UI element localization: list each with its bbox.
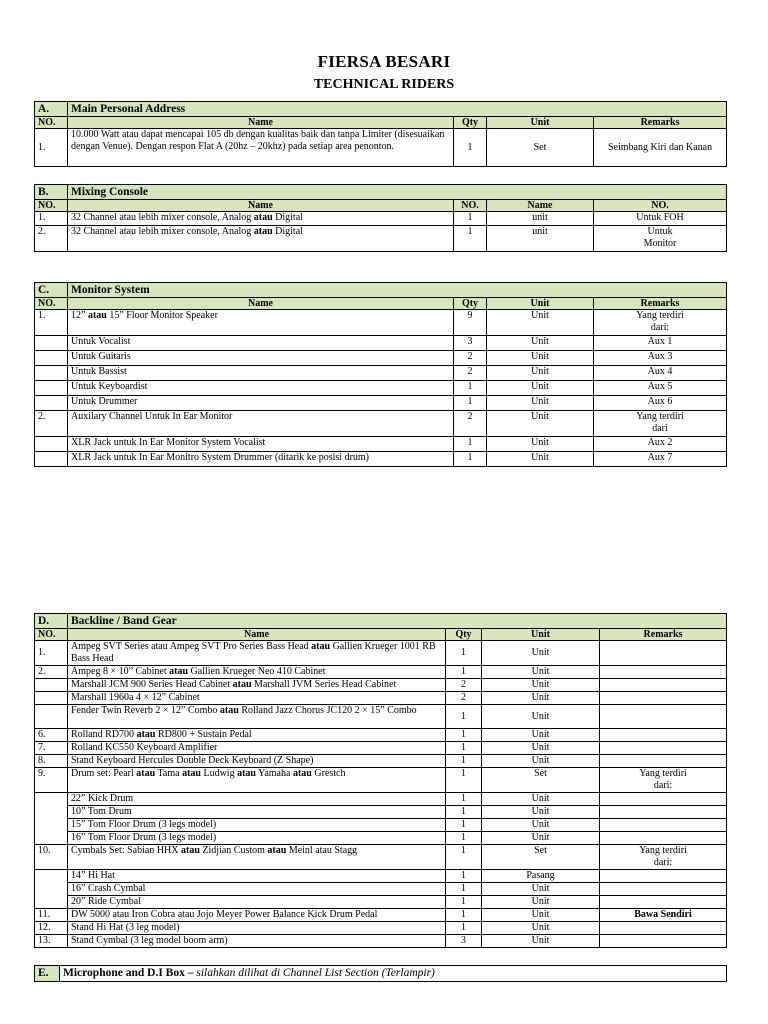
row-name: XLR Jack untuk In Ear Monitor System Vocalist [68,437,454,452]
row-name: Stand Hi Hat (3 leg model) [68,922,446,935]
row-name: 22” Kick Drum [68,793,446,806]
row-name: Stand Keyboard Hercules Double Deck Keyboard (Z Shape) [68,755,446,768]
row-unit: Unit [482,679,600,692]
column-headers [35,629,727,641]
table-row [35,922,727,935]
row-no: 1. [35,129,68,167]
row-qty: 1 [454,212,487,226]
name-bold: atau [136,729,156,740]
section-letter: C. [35,283,68,298]
list-item [35,806,727,819]
name-bold: atau [253,226,273,237]
row-qty: 1 [446,806,482,819]
name-text: Drum set: Pearl [71,768,137,779]
section-letter: A. [35,102,68,117]
row-remarks: Yang terdiri dari: [594,310,727,336]
list-item [35,396,727,411]
section-letter: B. [35,185,68,200]
row-remarks: Aux 7 [594,452,727,467]
row-unit: Unit [487,452,594,467]
name-text: Ludwig [200,768,238,779]
table-row [35,641,727,666]
row-no [35,437,68,452]
col-remarks: Remarks [594,117,727,129]
name-text: Ampeg 8 × 10” Cabinet [71,666,170,677]
table-row [35,310,727,336]
name-text: Ampeg SVT Series atau Ampeg SVT Pro Series Bass Head [71,641,312,652]
name-bold: atau [219,705,239,716]
row-unit: Unit [482,705,600,729]
list-item [35,896,727,909]
table-row [35,679,727,692]
row-name [68,679,446,692]
row-qty: 1 [446,705,482,729]
row-no: 10. [35,845,68,870]
row-no [35,806,68,819]
row-name: 10.000 Watt atau dapat mencapai 105 db dengan kualitas baik dan tanpa Limiter (disesuaikan dengan Venue). Dengan respon Flat A (20hz – 20khz) pada setiap area penonton. [68,129,454,167]
row-qty: 1 [454,381,487,396]
table-row [35,768,727,793]
name-text: 32 Channel atau lebih mixer console, Analog [71,226,254,237]
table-row [35,226,727,252]
row-remarks [600,922,727,935]
row-name: Rolland KC550 Keyboard Amplifier [68,742,446,755]
row-remarks [600,793,727,806]
section-letter: E. [35,966,60,982]
col-qty: Qty [454,117,487,129]
col-no: NO. [35,298,68,310]
row-name: Untuk Vocalist [68,336,454,351]
row-qty: 2 [454,366,487,381]
list-item [35,832,727,845]
row-qty: 2 [454,351,487,366]
row-name: Auxilary Channel Untuk In Ear Monitor [68,411,454,437]
row-no: 2. [35,411,68,437]
row-unit: Unit [482,935,600,948]
row-name [68,729,446,742]
row-remarks [600,729,727,742]
row-no [35,381,68,396]
name-text: 15” Floor Monitor Speaker [106,310,218,321]
section-title: Monitor System [68,283,727,298]
row-remarks: Seimbang Kiri dan Kanan [594,129,727,167]
name-bold: atau [292,768,312,779]
row-no: 2. [35,226,68,252]
row-name: Untuk Drummer [68,396,454,411]
page-subtitle: TECHNICAL RIDERS [313,77,455,92]
row-unit: Pasang [482,870,600,883]
section-e-header [35,966,727,982]
row-remarks: Aux 1 [594,336,727,351]
row-qty: 1 [446,845,482,870]
row-unit: Unit [482,729,600,742]
col-name: Name [68,200,454,212]
row-unit: Set [482,768,600,793]
row-remarks [600,935,727,948]
row-name [68,212,454,226]
row-qty: 1 [454,226,487,252]
row-unit: Unit [482,742,600,755]
row-name [68,845,446,870]
name-text: 32 Channel atau lebih mixer console, Analog [71,212,254,223]
table-row [35,729,727,742]
name-text: Digital [272,212,303,223]
row-unit: Unit [482,755,600,768]
row-qty: 1 [454,396,487,411]
row-unit: Unit [482,832,600,845]
row-qty: 2 [446,679,482,692]
row-remarks [600,896,727,909]
row-unit: Unit [487,381,594,396]
list-item [35,793,727,806]
row-remarks: Yang terdiri dari [594,411,727,437]
row-name: 16” Tom Floor Drum (3 legs model) [68,832,446,845]
name-bold: atau [87,310,107,321]
name-bold: atau [181,845,200,856]
table-row [35,212,727,226]
row-unit: Unit [482,793,600,806]
name-text: Tama [155,768,183,779]
row-name [68,705,446,729]
name-text: Marshall JCM 900 Series Head Cabinet [71,679,233,690]
row-qty: 1 [446,729,482,742]
row-remarks [600,883,727,896]
row-unit: Unit [487,366,594,381]
row-no [35,870,68,883]
col-name: Name [68,629,446,641]
row-no: 1. [35,212,68,226]
row-name: 10” Tom Drum [68,806,446,819]
name-bold: atau [237,768,256,779]
name-bold: atau [311,641,331,652]
name-text: Gallien Krueger Neo 410 Cabinet [188,666,326,677]
table-row [35,705,727,729]
col-no: NO. [35,629,68,641]
column-headers [35,298,727,310]
row-name [68,666,446,679]
row-qty: 1 [446,883,482,896]
list-item [35,351,727,366]
col-remarks: Remarks [600,629,727,641]
section-e-table [34,965,727,982]
row-remarks: Untuk FOH [594,212,727,226]
row-no: 12. [35,922,68,935]
table-row [35,692,727,705]
row-qty: 1 [446,922,482,935]
row-unit: unit [487,226,594,252]
row-name: DW 5000 atau Iron Cobra atau Jojo Meyer Power Balance Kick Drum Pedal [68,909,446,922]
name-text: Marshall JVM Series Head Cabinet [251,679,397,690]
row-qty: 3 [454,336,487,351]
name-text: Cymbals Set: Sabian HHX [71,845,181,856]
name-bold: atau [169,666,189,677]
row-qty: 1 [446,742,482,755]
table-row [35,755,727,768]
row-qty: 1 [446,641,482,666]
row-qty: 2 [454,411,487,437]
row-unit: Unit [482,666,600,679]
column-headers [35,200,727,212]
row-remarks [600,806,727,819]
row-qty: 1 [446,768,482,793]
row-qty: 1 [454,437,487,452]
col-no: NO. [35,200,68,212]
section-d-table [34,613,727,948]
col-no-2: NO. [454,200,487,212]
row-remarks [600,755,727,768]
section-d-header [35,614,727,629]
col-no: NO. [35,117,68,129]
row-remarks: Yang terdiri dari: [600,845,727,870]
row-unit: Unit [487,411,594,437]
row-unit: unit [487,212,594,226]
section-b-table [34,184,727,252]
row-no [35,366,68,381]
col-name: Name [68,298,454,310]
row-no [35,351,68,366]
row-unit: Unit [482,909,600,922]
name-text: 12” [71,310,88,321]
row-no [35,832,68,845]
name-text: Digital [272,226,303,237]
row-no: 1. [35,310,68,336]
row-no [35,452,68,467]
row-no: 6. [35,729,68,742]
section-title: Main Personal Address [68,102,727,117]
row-qty: 1 [446,832,482,845]
row-name: Untuk Guitaris [68,351,454,366]
row-no [35,819,68,832]
row-no: 2. [35,666,68,679]
col-remarks: Remarks [594,298,727,310]
row-remarks: Aux 4 [594,366,727,381]
row-no [35,396,68,411]
row-remarks: Aux 3 [594,351,727,366]
col-unit: Unit [487,298,594,310]
row-remarks [600,705,727,729]
row-no: 8. [35,755,68,768]
section-title: Mixing Console [68,185,727,200]
row-no [35,793,68,806]
name-text: RD800 + Sustain Pedal [155,729,252,740]
row-qty: 9 [454,310,487,336]
row-no [35,883,68,896]
row-name [68,310,454,336]
table-row [35,666,727,679]
row-unit: Unit [482,883,600,896]
name-text: Gallien Krueger 1001 RB Bass Head [71,641,436,664]
col-no-3: NO. [594,200,727,212]
name-text: Grestch [311,768,346,779]
row-name [68,226,454,252]
row-unit: Unit [482,922,600,935]
row-unit: Unit [482,896,600,909]
row-unit: Set [482,845,600,870]
row-name: Untuk Keyboardist [68,381,454,396]
name-text: Rolland RD700 [71,729,137,740]
row-no: 13. [35,935,68,948]
list-item [35,870,727,883]
row-qty: 1 [446,896,482,909]
name-bold: atau [136,768,156,779]
list-item [35,366,727,381]
row-unit: Unit [487,437,594,452]
table-row [35,909,727,922]
col-unit: Unit [482,629,600,641]
table-row [35,742,727,755]
table-row [35,935,727,948]
table-row [35,411,727,437]
row-name [68,768,446,793]
name-bold: atau [232,679,252,690]
row-qty: 3 [446,935,482,948]
row-qty: 2 [446,692,482,705]
list-item [35,883,727,896]
section-letter: D. [35,614,68,629]
list-item [35,437,727,452]
row-qty: 1 [446,755,482,768]
name-text: Yamaha [255,768,293,779]
section-note: silahkan dilihat di Channel List Section (Terlampir) [196,967,435,979]
row-remarks [600,832,727,845]
row-remarks [600,819,727,832]
row-unit: Unit [487,351,594,366]
row-remarks: Aux 6 [594,396,727,411]
row-qty: 1 [446,793,482,806]
row-remarks: Aux 2 [594,437,727,452]
row-unit: Unit [487,396,594,411]
col-qty: Qty [446,629,482,641]
row-name: 16” Crash Cymbal [68,883,446,896]
row-qty: 1 [454,452,487,467]
table-row [35,845,727,870]
section-a-header [35,102,727,117]
row-remarks: Yang terdiri dari: [600,768,727,793]
row-no [35,896,68,909]
row-remarks [600,641,727,666]
section-title: Backline / Band Gear [68,614,727,629]
row-remarks [600,679,727,692]
row-remarks [600,742,727,755]
list-item [35,819,727,832]
section-title [60,966,727,982]
row-qty: 1 [446,819,482,832]
col-name: Name [68,117,454,129]
name-bold: atau [253,212,273,223]
section-title-text: Microphone and D.I Box – [63,967,197,979]
row-no: 1. [35,641,68,666]
row-unit: Unit [482,692,600,705]
name-text: Rolland Jazz Chorus JC120 2 × 15” Combo [238,705,417,716]
name-text: Meinl atau Stagg [286,845,358,856]
name-text: Fender Twin Reverb 2 × 12” Combo [71,705,220,716]
row-name: XLR Jack untuk In Ear Monitro System Drummer (ditarik ke posisi drum) [68,452,454,467]
col-unit: Unit [487,117,594,129]
row-name: Stand Cymbal (3 leg model boom arm) [68,935,446,948]
row-unit: Unit [482,819,600,832]
row-remarks [600,692,727,705]
row-unit: Unit [482,641,600,666]
row-remarks: Bawa Sendiri [600,909,727,922]
row-name: 14” Hi Hat [68,870,446,883]
section-c-header [35,283,727,298]
row-no [35,336,68,351]
section-a-table [34,101,727,167]
row-unit: Set [487,129,594,167]
row-name: 20” Ride Cymbal [68,896,446,909]
section-c-table [34,282,727,467]
row-name: Marshall 1960a 4 × 12” Cabinet [68,692,446,705]
row-no: 11. [35,909,68,922]
row-no [35,679,68,692]
list-item [35,452,727,467]
row-no: 7. [35,742,68,755]
row-qty: 1 [454,129,487,167]
section-b-header [35,185,727,200]
row-name: Untuk Bassist [68,366,454,381]
row-qty: 1 [446,666,482,679]
row-unit: Unit [487,310,594,336]
row-no [35,705,68,729]
row-remarks [600,870,727,883]
name-bold: atau [182,768,201,779]
row-remarks: Untuk Monitor [594,226,727,252]
name-text: Zidjian Custom [199,845,268,856]
column-headers [35,117,727,129]
row-qty: 1 [446,909,482,922]
name-bold: atau [267,845,287,856]
row-unit: Unit [482,806,600,819]
row-no: 9. [35,768,68,793]
row-qty: 1 [446,870,482,883]
col-name-2: Name [487,200,594,212]
row-remarks: Aux 5 [594,381,727,396]
table-row [35,129,727,167]
row-name [68,641,446,666]
list-item [35,336,727,351]
row-remarks [600,666,727,679]
row-no [35,692,68,705]
page-title: FIERSA BESARI [317,52,451,71]
col-qty: Qty [454,298,487,310]
list-item [35,381,727,396]
row-name: 15” Tom Floor Drum (3 legs model) [68,819,446,832]
row-unit: Unit [487,336,594,351]
